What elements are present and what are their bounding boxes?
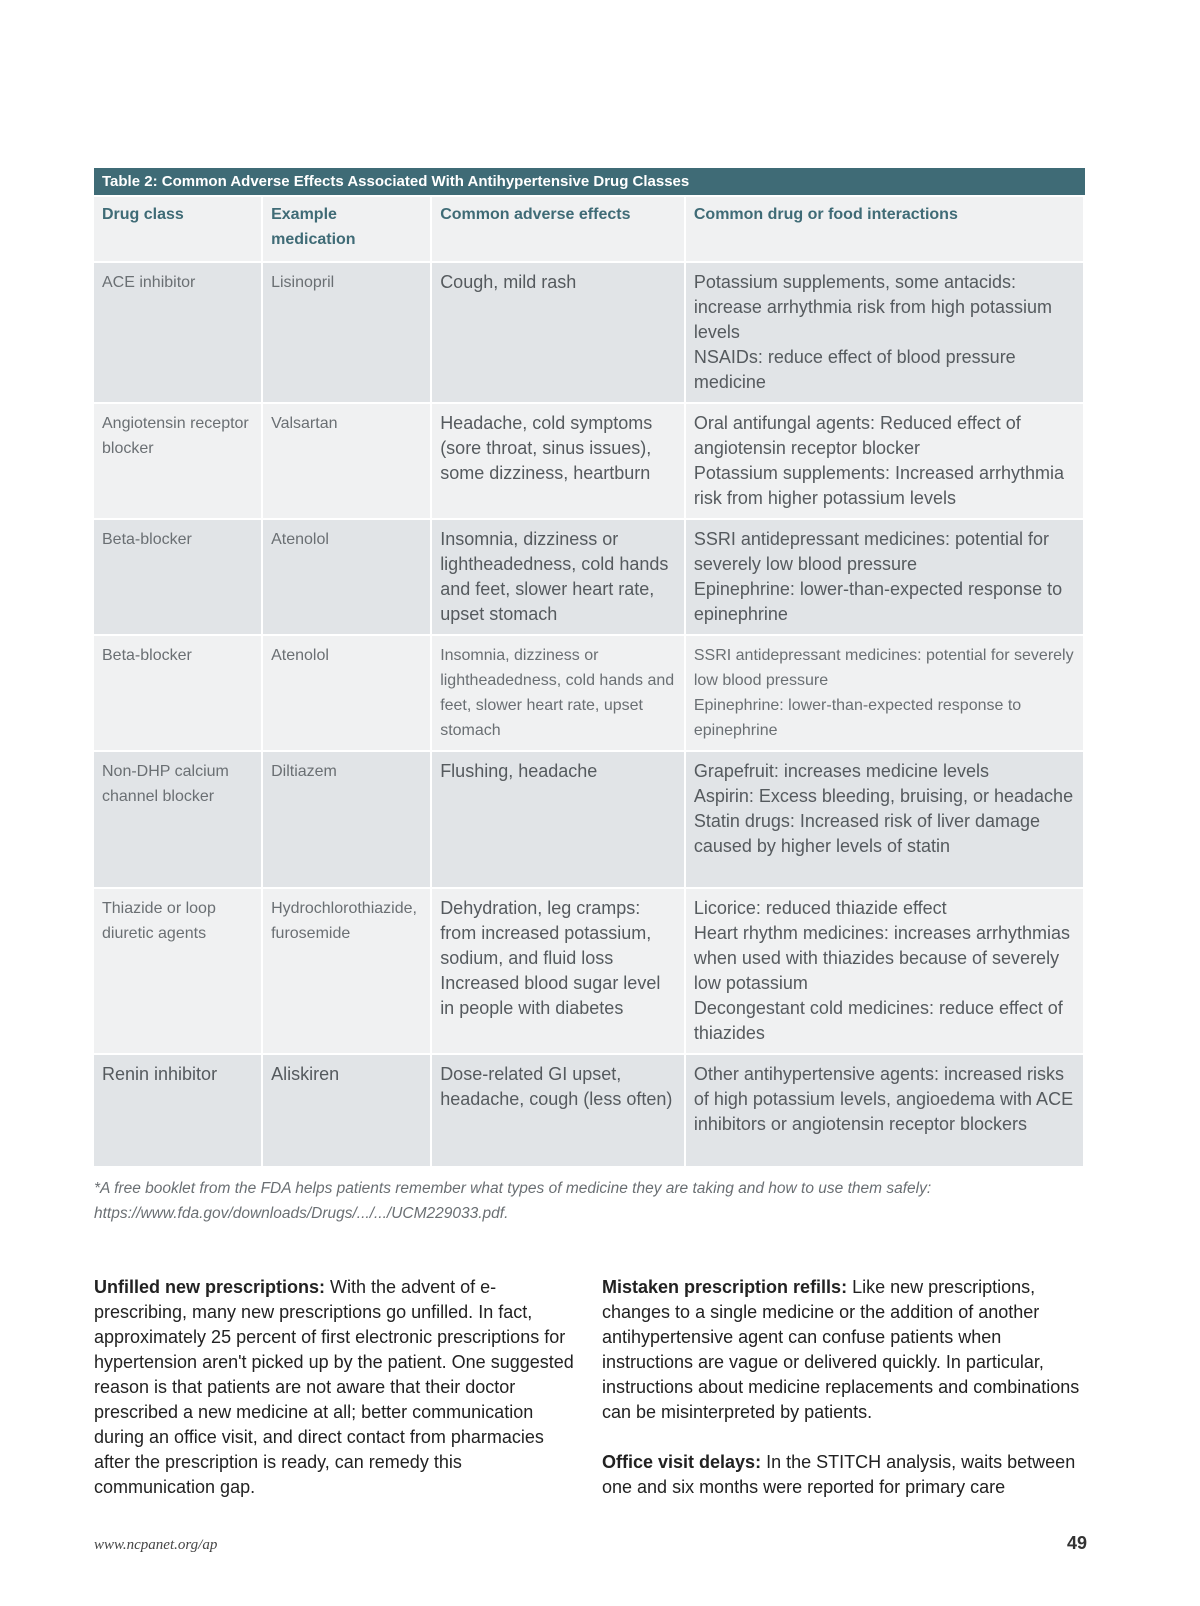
cell-drug-class: Angiotensin receptor blocker — [94, 404, 261, 518]
table-footnote: *A free booklet from the FDA helps patients remember what types of medicine they are taking and how to use them safely: https://www.fda.gov/downloads/Drugs/.../.../UCM229033.pdf. — [94, 1180, 932, 1222]
cell-adverse — [432, 404, 684, 518]
cell-interactions — [686, 520, 1083, 634]
cell-drug-class: ACE inhibitor — [94, 263, 261, 402]
cell-adverse — [432, 520, 684, 634]
interaction-line: Statin drugs: Increased risk of liver damage caused by higher levels of statin — [693, 811, 1041, 856]
interaction-line: Other antihypertensive agents: increased risks of high potassium levels, angioedema with ACE inhibitors or angiotensin receptor blockers — [693, 1064, 1074, 1134]
interaction-line: Oral antifungal agents: Reduced effect of angiotensin receptor blocker — [693, 413, 1021, 458]
adverse-line: Headache, cold symptoms (sore throat, sinus issues), some dizziness, heartburn — [440, 413, 653, 483]
table-row — [94, 1055, 1083, 1166]
header-drug-class: Drug class — [94, 197, 261, 261]
cell-example: Diltiazem — [263, 752, 430, 887]
paragraph-heading: Office visit delays: — [602, 1452, 762, 1472]
cell-drug-class: Non-DHP calcium channel blocker — [94, 752, 261, 887]
cell-interactions — [686, 889, 1083, 1053]
cell-adverse — [432, 889, 684, 1053]
interaction-line: Heart rhythm medicines: increases arrhythmias when used with thiazides because of severely low potassium — [693, 923, 1070, 993]
header-interactions: Common drug or food interactions — [686, 197, 1083, 261]
interaction-line: Epinephrine: lower-than-expected response to epinephrine — [693, 697, 1022, 739]
table-row — [94, 520, 1083, 634]
header-adverse-effects: Common adverse effects — [432, 197, 684, 261]
cell-drug-class: Renin inhibitor — [94, 1055, 261, 1166]
body-column-left — [94, 1275, 580, 1525]
adverse-line: Dehydration, leg cramps: from increased potassium, sodium, and fluid loss — [440, 898, 652, 968]
adverse-line: Insomnia, dizziness or lightheadedness, cold hands and feet, slower heart rate, upset stomach — [440, 529, 669, 624]
cell-adverse — [432, 636, 684, 750]
page-number: 49 — [1066, 1533, 1087, 1553]
table-header-row — [94, 197, 1083, 261]
interaction-line: Decongestant cold medicines: reduce effect of thiazides — [693, 998, 1063, 1043]
cell-interactions — [686, 752, 1083, 887]
adverse-line: Cough, mild rash — [440, 272, 577, 292]
cell-adverse — [432, 1055, 684, 1166]
paragraph-heading: Unfilled new prescriptions: — [94, 1277, 326, 1297]
cell-example: Atenolol — [263, 636, 430, 750]
interaction-line: SSRI antidepressant medicines: potential for severely low blood pressure — [693, 647, 1074, 689]
header-example-medication: Example medication — [263, 197, 430, 261]
paragraph-text: With the advent of e-prescribing, many new prescriptions go unfilled. In fact, approximately 25 percent of first electronic prescriptions for hypertension aren't picked up by the patient. One suggested reason is that patients are not aware that their doctor prescribed a new medicine at all; better communication during an office visit, and direct contact from pharmacies after the prescription is ready, can remedy this communication gap. — [94, 1277, 574, 1497]
paragraph-text: Like new prescriptions, changes to a single medicine or the addition of another antihypertensive agent can confuse patients when instructions are vague or delivered quickly. In particular, instructions about medicine replacements and combinations can be misinterpreted by patients. — [602, 1277, 1080, 1422]
footer-url[interactable]: www.ncpanet.org/ap — [94, 1537, 218, 1553]
cell-interactions — [686, 1055, 1083, 1166]
table-row — [94, 636, 1083, 750]
table-row — [94, 752, 1083, 887]
interaction-line: Epinephrine: lower-than-expected response to epinephrine — [693, 579, 1063, 624]
adverse-line: Dose-related GI upset, headache, cough (less often) — [440, 1064, 673, 1109]
cell-drug-class: Beta-blocker — [94, 636, 261, 750]
paragraph-text: In the STITCH analysis, waits between one and six months were reported for primary care — [602, 1452, 1076, 1497]
drug-table — [92, 195, 1085, 1168]
paragraph-mistaken-refills — [602, 1275, 1092, 1425]
table-title: Table 2: Common Adverse Effects Associated With Antihypertensive Drug Classes — [94, 168, 1085, 195]
adverse-effects-table — [94, 168, 1085, 1168]
body-column-right — [602, 1275, 1092, 1525]
interaction-line: Potassium supplements: Increased arrhythmia risk from higher potassium levels — [693, 463, 1065, 508]
cell-drug-class: Thiazide or loop diuretic agents — [94, 889, 261, 1053]
paragraph-heading: Mistaken prescription refills: — [602, 1277, 848, 1297]
cell-example: Aliskiren — [263, 1055, 430, 1166]
interaction-line: Potassium supplements, some antacids: increase arrhythmia risk from high potassium levels — [693, 272, 1052, 342]
cell-example: Hydrochlorothiazide, furosemide — [263, 889, 430, 1053]
cell-example: Atenolol — [263, 520, 430, 634]
cell-interactions — [686, 636, 1083, 750]
table-row — [94, 404, 1083, 518]
cell-example: Valsartan — [263, 404, 430, 518]
interaction-line: SSRI antidepressant medicines: potential for severely low blood pressure — [693, 529, 1050, 574]
cell-adverse — [432, 263, 684, 402]
cell-adverse — [432, 752, 684, 887]
cell-example: Lisinopril — [263, 263, 430, 402]
interaction-line: Aspirin: Excess bleeding, bruising, or headache — [693, 786, 1074, 806]
table-row — [94, 263, 1083, 402]
adverse-line: Flushing, headache — [440, 761, 598, 781]
paragraph-unfilled-prescriptions — [94, 1275, 580, 1500]
interaction-line: Licorice: reduced thiazide effect — [693, 898, 947, 918]
cell-interactions — [686, 404, 1083, 518]
cell-interactions — [686, 263, 1083, 402]
adverse-line: Insomnia, dizziness or lightheadedness, cold hands and feet, slower heart rate, upset stomach — [440, 647, 675, 739]
cell-drug-class: Beta-blocker — [94, 520, 261, 634]
interaction-line: Grapefruit: increases medicine levels — [693, 761, 989, 781]
paragraph-office-visit-delays — [602, 1450, 1092, 1500]
interaction-line: NSAIDs: reduce effect of blood pressure medicine — [693, 347, 1016, 392]
table-row — [94, 889, 1083, 1053]
adverse-line: Increased blood sugar level in people with diabetes — [440, 973, 661, 1018]
